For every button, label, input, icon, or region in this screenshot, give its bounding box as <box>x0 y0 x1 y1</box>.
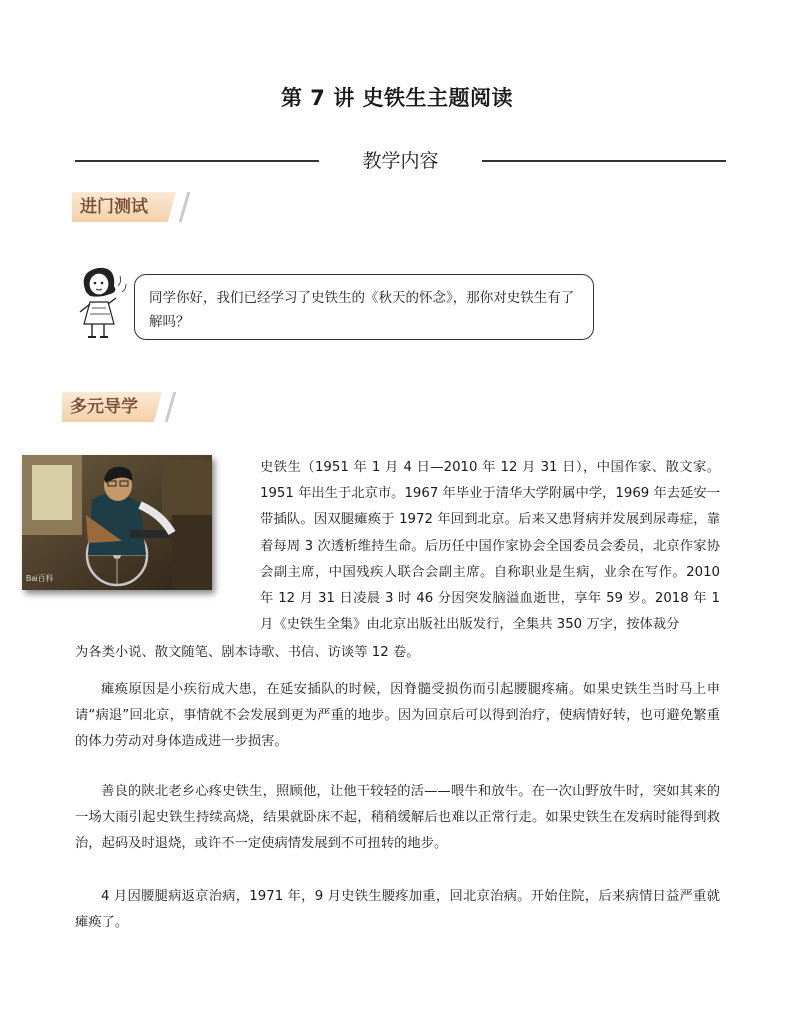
author-photo <box>22 455 212 590</box>
paragraph-villagers: 善良的陕北老乡心疼史铁生，照顾他，让他干较轻的活——喂牛和放牛。在一次山野放牛时，突如其来的一场大雨引起史铁生持续高烧，结果就卧床不起，稍稍缓解后也难以正常行走。如果史铁生在发病时能得到救治，起码及时退烧，或许不一定使病情发展到不可扭转的地步。 <box>75 784 720 852</box>
intro-paragraph-side: 史铁生（1951 年 1 月 4 日—2010 年 12 月 31 日），中国作家、散文家。1951 年出生于北京市。1967 年毕业于清华大学附属中学，1969 年去延安一带插队。因双腿瘫痪于 1972 年回到北京。后来又患肾病并发展到尿毒症，靠着每周 3 次透析维持生命。后历任中国作家协会全国委员会委员，北京作家协会副主席，中国残疾人联合会副主席。自称职业是生病，业余在写作。2010 年 12 月 31 日凌晨 3 时 46 分因突发脑溢血逝世，享年 59 岁。2018 年 1 月《史铁生全集》由北京出版社出版发行，全集共 350 万字，按体裁分 <box>260 460 720 633</box>
photo-watermark: Bai百科 <box>26 574 54 583</box>
intro-paragraph-continued: 为各类小说、散文随笔、剧本诗歌、书信、访谈等 12 卷。 <box>75 645 420 660</box>
section-heading: 教学内容 <box>362 150 439 172</box>
entry-test-tag <box>72 192 176 222</box>
guided-study-label: 多元导学 <box>70 397 138 417</box>
girl-illustration-icon <box>70 262 132 340</box>
rule-left <box>75 160 319 162</box>
paragraph-paralysis-cause: 瘫痪原因是小疾衍成大患，在延安插队的时候，因脊髓受损伤而引起腰腿疼痛。如果史铁生当时马上申请“病退”回北京，事情就不会发展到更为严重的地步。因为回京后可以得到治疗，使病情好转，也可避免繁重的体力劳动对身体造成进一步损害。 <box>75 682 720 750</box>
entry-test-label: 进门测试 <box>80 197 148 217</box>
rule-right <box>482 160 726 162</box>
paragraph-return-beijing: 4 月因腰腿病返京治病，1971 年，9 月史铁生腰疼加重，回北京治病。开始住院，后来病情日益严重就瘫痪了。 <box>75 889 720 931</box>
speech-bubble: 同学你好，我们已经学习了史铁生的《秋天的怀念》，那你对史铁生有了解吗？ <box>134 274 594 340</box>
guided-study-tag <box>62 392 162 422</box>
document-title: 第 7 讲 史铁生主题阅读 <box>280 86 514 110</box>
